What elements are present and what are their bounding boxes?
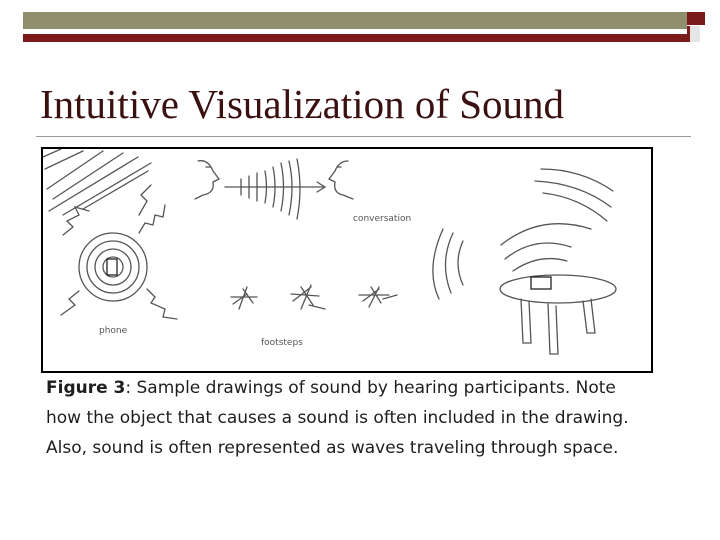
handwritten-labels [99,214,411,348]
conversation-note: conversation [353,214,412,224]
airwave-sketch [433,169,613,299]
conversation-sketch [195,159,353,219]
table-phone-sketch [500,224,616,354]
phone-note: phone [99,326,128,336]
figure-caption [46,373,646,463]
sound-drawings-figure [41,147,653,373]
header-corner-ornament [687,12,705,42]
corner-block [687,12,705,25]
footsteps-note: footsteps [261,338,303,348]
header-decorative-bar [23,12,687,42]
sketch-canvas [43,149,651,371]
footsteps-sketch [231,285,397,309]
caption-body: : Sample drawings of sound by hearing participants. Note how the object that causes a sound is often included in the drawing. Also, sound is often represented as waves traveling through space. [46,378,629,458]
header-olive-stripe [23,12,687,29]
title-divider [36,136,691,137]
phone-ring-sketch [61,185,177,319]
scribble-hatching [43,149,151,215]
corner-inset [687,26,700,42]
header-maroon-stripe [23,34,687,42]
slide-title: Intuitive Visualization of Sound [40,81,565,127]
caption-lead: Figure 3 [46,378,126,398]
